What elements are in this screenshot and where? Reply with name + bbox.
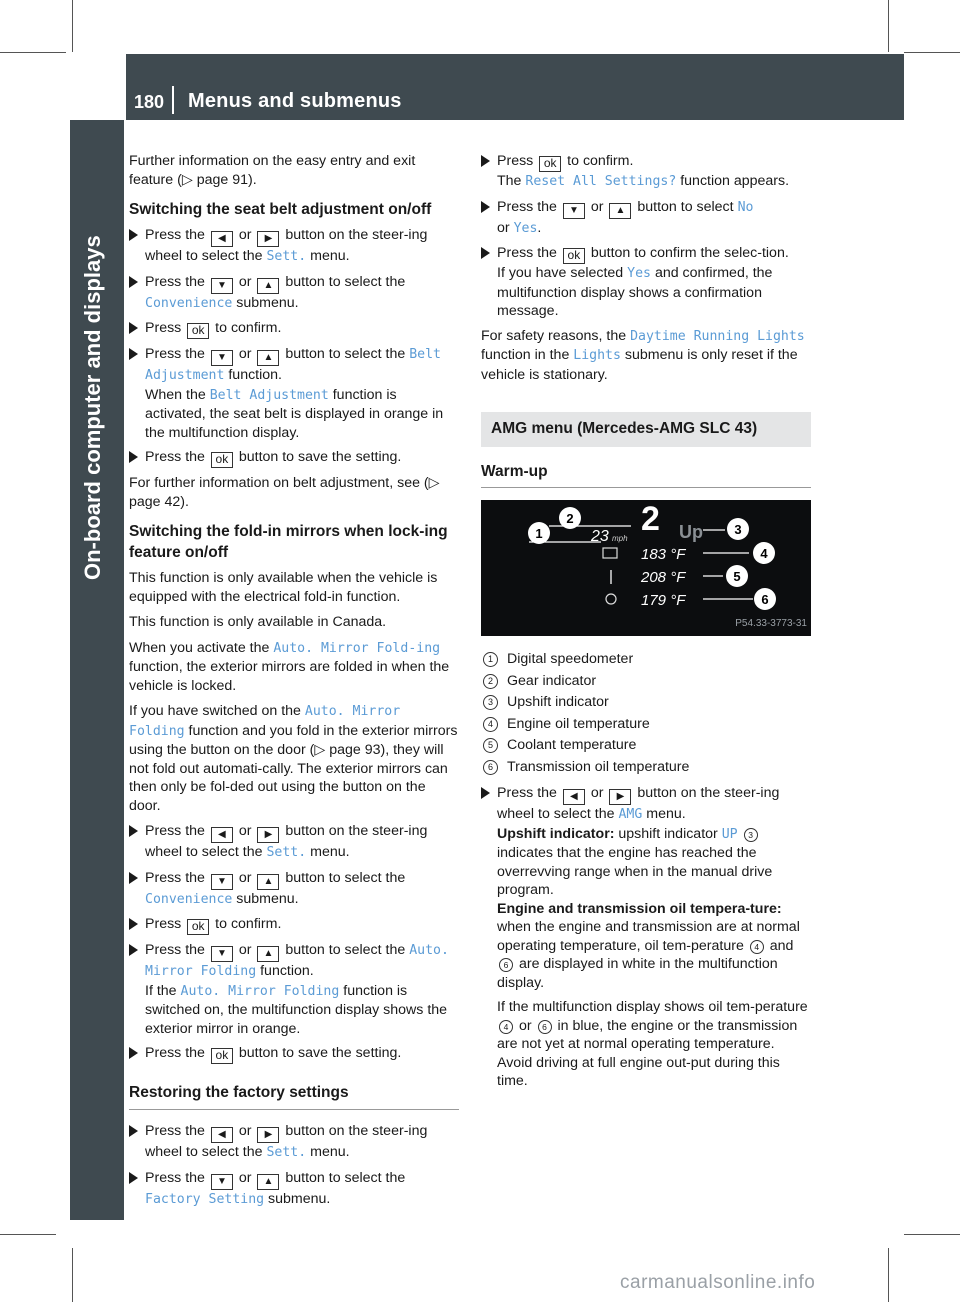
body-text: If the multifunction display shows oil tem-perature 4 or 6 in blue, the engine or the transmission are not yet at normal operating temperature. Avoid driving at full engine out-put during this time. (497, 999, 808, 1089)
callout-ref: 4 (750, 940, 764, 954)
step: Press ok to confirm. The Reset All Settings? function appears. (481, 152, 811, 192)
step: Press the ok button to save the setting. (129, 1044, 459, 1064)
figure-reference: P54.33-3773-31 (735, 617, 807, 629)
down-button-icon: ▼ (211, 1174, 233, 1190)
callout-ref: 6 (538, 1020, 552, 1034)
down-button-icon: ▼ (211, 946, 233, 962)
amg-menu-heading: AMG menu (Mercedes-AMG SLC 43) (481, 412, 811, 447)
body-text: This function is only available when the vehicle is equipped with the electrical fold-in function. (129, 570, 438, 605)
up-button-icon: ▲ (257, 874, 279, 890)
step: Press the ok button to confirm the selec-tion. If you have selected Yes and confirmed, the multifunction display shows a confirmation message. (481, 244, 811, 321)
step: Press the ◀ or ▶ button on the steer-ing wheel to select the AMG menu. Upshift indicator: upshift indicator UP 3 indicates that the engine has reached the overrevving range when in the manual drive program. Engine and transmission oil tempera-ture: when the engine and transmission are at normal operating temperature, oil tem-perature 4 and 6 are displayed in white in the multifunction display. If the multifunction display shows oil tem-perature 4 or 6 in blue, the engine or the transmission are not yet at normal operating temperature. Avoid driving at full engine out-put during this time. (481, 784, 811, 1091)
gear-readout: 2 (641, 500, 660, 538)
menu-name: Belt Adjustment (209, 387, 329, 403)
section-title-fold-mirrors: Switching the fold-in mirrors when lock-ing feature on/off (129, 523, 448, 561)
step-arrow-icon (129, 322, 138, 334)
menu-name: Belt Adjustment (145, 347, 441, 383)
crop-mark (0, 1234, 56, 1235)
step-arrow-icon (481, 247, 490, 259)
callout-6: 6 (761, 592, 769, 607)
callout-3: 3 (734, 522, 742, 537)
up-button-icon: ▲ (257, 1174, 279, 1190)
menu-name: Auto. Mirror Folding (145, 943, 449, 979)
list-item: 6 Transmission oil temperature (481, 758, 811, 777)
crop-mark (904, 52, 960, 53)
upshift-readout: Up (679, 522, 703, 542)
list-item: 4 Engine oil temperature (481, 715, 811, 734)
ok-button-icon: ok (187, 919, 209, 935)
list-item: 1 Digital speedometer (481, 650, 811, 669)
option-yes: Yes (513, 220, 538, 236)
intro-text: Further information on the easy entry and exit feature (▷ page 91). (129, 153, 416, 188)
watermark: carmanualsonline.info (620, 1272, 816, 1293)
ok-button-icon: ok (187, 323, 209, 339)
right-button-icon: ▶ (257, 827, 279, 843)
callout-5: 5 (733, 569, 741, 584)
callout-ref: 3 (744, 828, 758, 842)
speed-readout: 23 (591, 528, 609, 545)
callout-1: 1 (535, 526, 543, 541)
body-text: This function is only available in Canada. (129, 614, 387, 630)
up-button-icon: ▲ (609, 203, 631, 219)
step-arrow-icon (129, 918, 138, 930)
callout-ref: 4 (499, 1020, 513, 1034)
gear-oil-icon (606, 594, 616, 604)
step: Press the ▼ or ▲ button to select No or Yes. (481, 198, 811, 239)
menu-name: Sett. (266, 845, 307, 860)
step-arrow-icon (481, 787, 490, 799)
instrument-cluster-figure (481, 500, 811, 636)
right-button-icon: ▶ (609, 789, 631, 805)
menu-name: Convenience (145, 891, 233, 907)
engine-oil-temp: 183 °F (641, 546, 686, 563)
body-text: When you activate the Auto. Mirror Fold‐ing function, the exterior mirrors are folded in when the vehicle is locked. (129, 639, 450, 694)
note-text: For safety reasons, the Daytime Running Lights function in the Lights submenu is only reset if the vehicle is stationary. (481, 327, 805, 383)
step: Press the ◀ or ▶ button on the steer-ing wheel to select the Sett. menu. (129, 1122, 459, 1163)
warm-up-heading: Warm-up (481, 463, 811, 489)
left-column (129, 152, 459, 1215)
crop-mark (0, 52, 66, 53)
ok-button-icon: ok (539, 156, 561, 172)
down-button-icon: ▼ (211, 278, 233, 294)
step: Press the ▼ or ▲ button to select the Factory Setting submenu. (129, 1169, 459, 1210)
crop-mark (888, 0, 889, 52)
list-item: 3 Upshift indicator (481, 693, 811, 712)
menu-name: Auto. Mirror Fold‐ing (273, 640, 441, 656)
page-header (126, 54, 904, 120)
step: Press the ▼ or ▲ button to select the Auto. Mirror Folding function. If the Auto. Mirror Folding function is switched on, the multifunction display shows the exterior mirror in orange. (129, 941, 459, 1038)
menu-name: Lights (573, 348, 621, 363)
left-button-icon: ◀ (211, 231, 233, 247)
step: Press the ▼ or ▲ button to select the Convenience submenu. (129, 273, 459, 314)
crop-mark (904, 1234, 960, 1235)
left-button-icon: ◀ (563, 789, 585, 805)
term-label: Upshift indicator: (497, 825, 615, 842)
side-tab-label: On-board computer and displays (80, 235, 105, 580)
step: Press the ◀ or ▶ button on the steer-ing wheel to select the Sett. menu. (129, 226, 459, 267)
menu-name: Reset All Settings? (525, 174, 677, 189)
option-yes: Yes (627, 266, 651, 281)
step-arrow-icon (129, 1172, 138, 1184)
callout-ref: 6 (499, 958, 513, 972)
step-arrow-icon (129, 276, 138, 288)
page-title: Menus and submenus (188, 90, 402, 112)
option-no: No (737, 199, 754, 215)
oil-can-icon (603, 548, 617, 558)
up-button-icon: ▲ (257, 278, 279, 294)
step-arrow-icon (129, 229, 138, 241)
section-title-factory: Restoring the factory settings (129, 1082, 459, 1110)
right-column (481, 152, 811, 1097)
list-item: 2 Gear indicator (481, 672, 811, 691)
down-button-icon: ▼ (563, 203, 585, 219)
step-arrow-icon (129, 825, 138, 837)
menu-name: UP (721, 826, 738, 842)
step: Press the ▼ or ▲ button to select the Belt Adjustment function. When the Belt Adjustment function is activated, the seat belt is displayed in orange in the multifunction display. (129, 345, 459, 442)
ok-button-icon: ok (563, 248, 585, 264)
callout-4: 4 (760, 546, 768, 561)
header-divider (172, 86, 174, 114)
step-arrow-icon (129, 1125, 138, 1137)
step-arrow-icon (481, 201, 490, 213)
right-button-icon: ▶ (257, 1127, 279, 1143)
body-text: If you have switched on the Auto. Mirror Folding function and you fold in the exterior mirrors using the button on the door (▷ page 93), they will not fold out automati-cally. The exterior mirrors can then only be fol-ded out using the button on the door. (129, 703, 458, 814)
menu-name: Sett. (266, 249, 307, 264)
menu-name: Factory Setting (145, 1191, 265, 1207)
menu-name: Auto. Mirror Folding (180, 983, 340, 999)
step: Press the ▼ or ▲ button to select the Convenience submenu. (129, 869, 459, 910)
menu-name: Convenience (145, 295, 233, 311)
transmission-oil-temp: 179 °F (641, 592, 686, 609)
ok-button-icon: ok (211, 452, 233, 468)
left-button-icon: ◀ (211, 1127, 233, 1143)
menu-name: Daytime Running Lights (630, 328, 805, 344)
crop-mark (72, 0, 73, 52)
term-label: Engine and transmission oil tempera-ture: (497, 900, 782, 917)
legend-list (481, 650, 811, 776)
callout-2: 2 (566, 511, 574, 526)
step: Press the ◀ or ▶ button on the steer-ing wheel to select the Sett. menu. (129, 822, 459, 863)
note-text: For further information on belt adjustment, see (▷ page 42). (129, 475, 440, 510)
step-arrow-icon (129, 451, 138, 463)
step: Press ok to confirm. (129, 915, 459, 935)
step-arrow-icon (129, 348, 138, 360)
step: Press the ok button to save the setting. (129, 448, 459, 468)
step-arrow-icon (129, 944, 138, 956)
menu-name: AMG (618, 807, 643, 822)
down-button-icon: ▼ (211, 350, 233, 366)
list-item: 5 Coolant temperature (481, 736, 811, 755)
down-button-icon: ▼ (211, 874, 233, 890)
ok-button-icon: ok (211, 1048, 233, 1064)
step-arrow-icon (129, 872, 138, 884)
page-number: 180 (134, 92, 165, 112)
step-arrow-icon (129, 1047, 138, 1059)
coolant-temp: 208 °F (641, 569, 686, 586)
right-button-icon: ▶ (257, 231, 279, 247)
left-button-icon: ◀ (211, 827, 233, 843)
menu-name: Sett. (266, 1145, 307, 1160)
menu-name: Auto. Mirror Folding (129, 704, 401, 739)
up-button-icon: ▲ (257, 946, 279, 962)
crop-mark (888, 1248, 889, 1302)
step: Press ok to confirm. (129, 319, 459, 339)
up-button-icon: ▲ (257, 350, 279, 366)
crop-mark (72, 1248, 73, 1302)
speed-unit: mph (612, 534, 628, 543)
section-title-seat-belt: Switching the seat belt adjustment on/off (129, 201, 432, 218)
step-arrow-icon (481, 155, 490, 167)
